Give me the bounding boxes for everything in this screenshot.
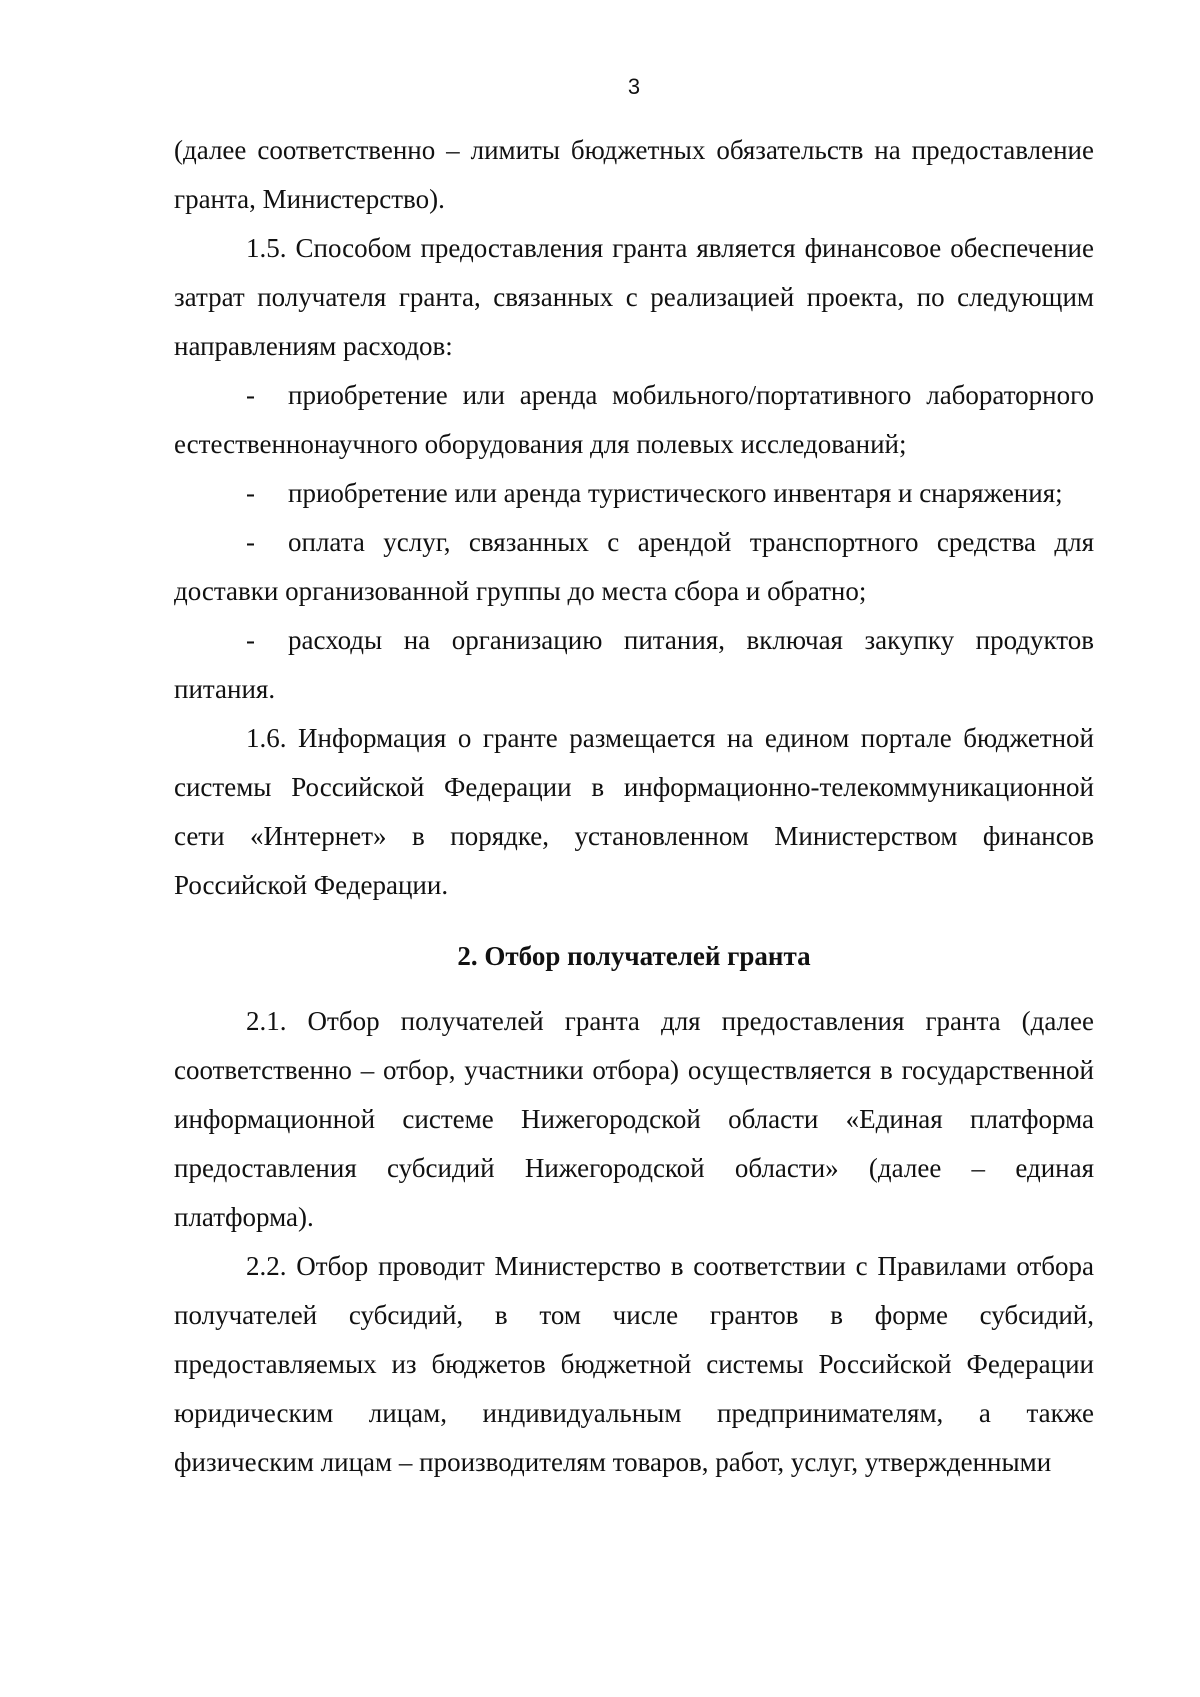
page-number: 3 [627, 74, 641, 99]
list-item [174, 616, 1094, 714]
section-heading: 2. Отбор получателей гранта [457, 941, 811, 971]
list-dash: - [246, 625, 255, 655]
expense-list [174, 371, 1094, 714]
list-dash: - [246, 527, 255, 557]
paragraph-2-1: 2.1. Отбор получателей гранта для предоставления гранта (далее соответственно – отбор, участники отбора) осуществляется в государственной информационной системе Нижегородской области «Единая платформа предоставления субсидий Нижегородской области» (далее – единая платформа). [174, 1006, 1094, 1232]
paragraph-2-2: 2.2. Отбор проводит Министерство в соответствии с Правилами отбора получателей субсидий, в том числе грантов в форме субсидий, предоставляемых из бюджетов бюджетной системы Российской Федерации юридическим лицам, индивидуальным предпринимателям, а также физическим лицам – производителям товаров, работ, услуг, утвержденными [174, 1251, 1094, 1477]
paragraph-continuation: (далее соответственно – лимиты бюджетных обязательств на предоставление гранта, Министерство). [174, 135, 1094, 214]
list-item [174, 371, 1094, 469]
list-item-text: оплата услуг, связанных с арендой транспортного средства для доставки организованной группы до места сбора и обратно; [174, 527, 1094, 606]
list-dash: - [246, 478, 255, 508]
list-item-text: приобретение или аренда мобильного/портативного лабораторного естественнонаучного оборудования для полевых исследований; [174, 380, 1094, 459]
paragraph-1-5: 1.5. Способом предоставления гранта является финансовое обеспечение затрат получателя гранта, связанных с реализацией проекта, по следующим направлениям расходов: [174, 233, 1094, 361]
list-item-text: расходы на организацию питания, включая закупку продуктов питания. [174, 625, 1094, 704]
paragraph-1-6: 1.6. Информация о гранте размещается на едином портале бюджетной системы Российской Федерации в информационно-телекоммуникационной сети «Интернет» в порядке, установленном Министерством финансов Российской Федерации. [174, 723, 1094, 900]
list-item [174, 469, 1094, 518]
list-item-text: приобретение или аренда туристического инвентаря и снаряжения; [288, 478, 1063, 508]
list-item [174, 518, 1094, 616]
list-dash: - [246, 380, 255, 410]
document-body [174, 126, 1094, 1487]
